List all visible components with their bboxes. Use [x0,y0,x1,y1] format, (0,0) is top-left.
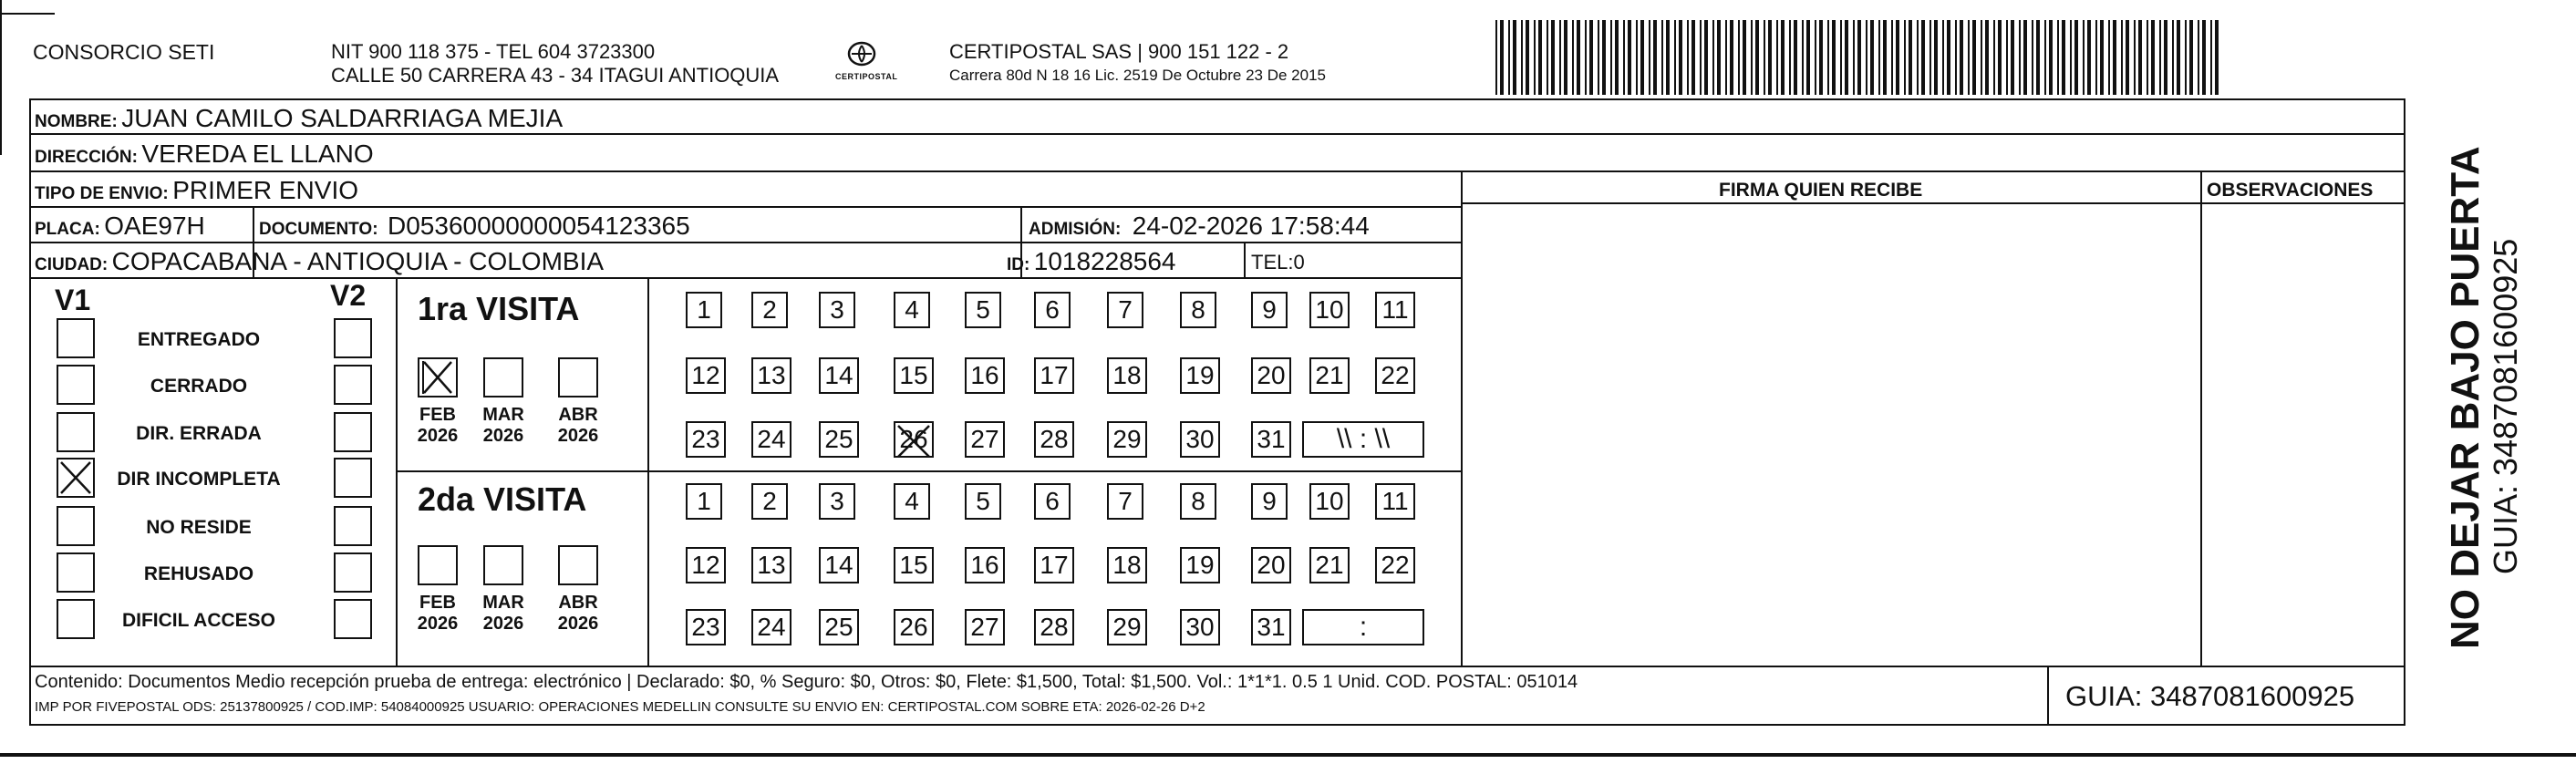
barcode-bar [2164,20,2167,95]
barcode-bar [2049,20,2053,95]
barcode-bar [1972,20,1976,95]
barcode-bar [1857,20,1861,95]
day-box[interactable]: 28 [1034,421,1074,458]
day-box[interactable]: 20 [1251,547,1291,583]
admision-field [1029,213,1370,239]
barcode-bar [1598,20,1599,95]
barcode-bar [1968,20,1970,95]
footer-contents: Contenido: Documentos Medio recepción prueba de entrega: electrónico | Declarado: $0, % Seguro: $0, Otros: $0, Flete: $1,500, Total: $1,500. Vol.: 1*1*1. 0.5 1 Unid. COD. POSTAL: 051014 [35,672,1578,692]
barcode-bar [2202,20,2206,95]
day-box[interactable]: 22 [1375,357,1415,394]
admision-label: ADMISIÓN: [1029,220,1122,239]
month-name: MAR [482,405,524,425]
row-line [29,170,2405,172]
day-box[interactable]: 18 [1107,357,1147,394]
day-box[interactable]: 29 [1107,609,1147,645]
day-box[interactable]: 19 [1180,547,1220,583]
company-name: CONSORCIO SETI [33,40,215,64]
col-line [1244,242,1246,277]
col-line [1461,170,1463,666]
tipo-value: PRIMER ENVIO [172,176,359,204]
month-checkbox-abr[interactable] [558,357,598,397]
tipo-field [35,178,358,203]
v1-label: V1 [55,284,91,316]
barcode-bar [2032,20,2033,95]
barcode-bar [1832,20,1836,95]
barcode-bar [1802,20,1804,95]
barcode-bar [2011,20,2014,95]
barcode-bar [1998,20,2002,95]
barcode-bar [1725,20,1727,95]
month-year: 2026 [557,614,599,634]
direccion-value: VEREDA EL LLANO [141,139,374,168]
barcode-bar [1866,20,1867,95]
day-box[interactable]: 24 [751,609,791,645]
tel-label: TEL: [1251,251,1294,274]
barcode-bar [1653,20,1657,95]
second-visit-title: 2da VISITA [418,480,587,518]
barcode-bar [1955,20,1957,95]
barcode-bar [2215,20,2219,95]
barcode-bar [2074,20,2078,95]
barcode-bar [1712,20,1714,95]
barcode-bar [2185,20,2187,95]
barcode-bar [1853,20,1855,95]
admision-value: 24-02-2026 17:58:44 [1132,212,1370,240]
carrier-line-2: Carrera 80d N 18 16 Lic. 2519 De Octubre 23 De 2015 [949,67,1326,84]
day-box[interactable]: 19 [1180,357,1220,394]
barcode-bar [1623,20,1625,95]
barcode-bar [1870,20,1874,95]
direccion-label: DIRECCIÓN: [35,148,138,167]
barcode [1495,20,2225,95]
barcode-bar [1909,20,1912,95]
barcode-bar [1743,20,1746,95]
col-line [2200,170,2202,666]
firma-header: FIRMA QUIEN RECIBE [1719,180,1923,201]
barcode-bar [1679,20,1682,95]
barcode-bar [2070,20,2072,95]
day-box[interactable]: 4 [894,483,930,520]
day-box[interactable]: 5 [965,483,1001,520]
day-box[interactable]: 13 [751,357,791,394]
barcode-bar [2095,20,2097,95]
month-name: FEB [419,593,456,613]
barcode-bar [1661,20,1663,95]
month-name: ABR [558,593,598,613]
barcode-bar [1610,20,1612,95]
day-box[interactable]: 17 [1034,547,1074,583]
month-name: FEB [419,405,456,425]
barcode-bar [1755,20,1759,95]
barcode-bar [1781,20,1785,95]
col-line [2047,666,2049,726]
id-value: 1018228564 [1033,247,1176,275]
day-box[interactable]: 20 [1251,357,1291,394]
barcode-bar [1789,20,1791,95]
day-box[interactable]: 4 [894,292,930,328]
day-box[interactable]: 26 [894,421,934,458]
first-visit-title: 1ra VISITA [418,290,580,327]
barcode-bar [1674,20,1676,95]
barcode-bar [1577,20,1580,95]
barcode-bar [1500,20,1504,95]
barcode-bar [1717,20,1721,95]
footer-print-info: IMP POR FIVEPOSTAL ODS: 25137800925 / COD.IMP: 54084000925 USUARIO: OPERACIONES MEDELLIN CONSULTE SU ENVIO EN: CERTIPOSTAL.COM SOBRE ETA: 2026-02-26 D+2 [35,699,1205,715]
day-box[interactable]: 14 [819,357,859,394]
corner-mark-vertical [0,0,2,155]
barcode-bar [2019,20,2021,95]
tipo-label: TIPO DE ENVIO: [35,184,169,203]
barcode-bar [2062,20,2065,95]
row-line [396,470,1461,472]
barcode-bar [2147,20,2148,95]
barcode-bar [2121,20,2123,95]
barcode-bar [1917,20,1919,95]
barcode-bar [1947,20,1950,95]
barcode-bar [1730,20,1733,95]
barcode-bar [1845,20,1848,95]
row-line [1463,202,2405,204]
barcode-bar [1602,20,1606,95]
month-label [411,593,464,635]
day-box[interactable]: 7 [1107,483,1143,520]
day-box[interactable]: 13 [751,547,791,583]
day-box[interactable]: 31 [1251,609,1291,645]
nombre-field [35,106,563,131]
observaciones-header: OBSERVACIONES [2207,180,2374,201]
day-box[interactable]: 14 [819,547,859,583]
barcode-bar [1921,20,1925,95]
day-box[interactable]: 18 [1107,547,1147,583]
barcode-bar [1815,20,1816,95]
barcode-bar [1891,20,1893,95]
ciudad-value: COPACABANA - ANTIOQUIA - COLOMBIA [111,247,605,275]
barcode-bar [2113,20,2116,95]
second-visit-time: : [1359,612,1368,642]
day-box[interactable]: 9 [1251,292,1288,328]
nit-line-2: CALLE 50 CARRERA 43 - 34 ITAGUI ANTIOQUIA [331,64,780,87]
nit-line-1: NIT 900 118 375 - TEL 604 3723300 [331,40,656,63]
barcode-bar [2177,20,2180,95]
barcode-bar [1495,20,1497,95]
certipostal-logo [832,38,898,86]
day-box[interactable]: 25 [819,609,859,645]
ciudad-field [35,249,604,274]
barcode-bar [1896,20,1899,95]
day-box[interactable]: 10 [1309,292,1350,328]
corner-mark [0,13,55,15]
day-box[interactable]: 28 [1034,609,1074,645]
day-box[interactable]: 5 [965,292,1001,328]
barcode-bar [2138,20,2142,95]
day-box[interactable]: 6 [1034,292,1071,328]
barcode-bar [2151,20,2155,95]
month-label [552,405,605,447]
month-checkbox-mar[interactable] [483,545,523,585]
documento-field [259,213,690,239]
month-checkbox-abr[interactable] [558,545,598,585]
month-year: 2026 [417,426,459,446]
day-box[interactable]: 1 [686,483,722,520]
barcode-bar [1564,20,1567,95]
month-checkbox-feb[interactable] [418,545,458,585]
month-checkbox-feb[interactable] [418,357,458,397]
check-mark-icon [895,423,932,459]
side-guia: GUIA: 3487081600925 [2487,238,2524,574]
day-box[interactable]: 2 [751,292,788,328]
barcode-bar [1526,20,1529,95]
barcode-bar [1764,20,1765,95]
month-name: ABR [558,405,598,425]
barcode-bar [1513,20,1516,95]
barcode-bar [1751,20,1753,95]
check-mark-icon [419,359,456,396]
barcode-bar [1547,20,1548,95]
barcode-bar [1993,20,1995,95]
barcode-bar [1981,20,1982,95]
logo-text: CERTIPOSTAL [835,72,898,81]
month-year: 2026 [557,426,599,446]
day-box[interactable]: 1 [686,292,722,328]
first-visit-time: \\ : \\ [1336,424,1391,454]
day-box[interactable]: 25 [819,421,859,458]
day-box[interactable]: 27 [965,421,1005,458]
barcode-bar [1589,20,1593,95]
day-box[interactable]: 21 [1309,357,1350,394]
barcode-bar [1738,20,1740,95]
day-box[interactable]: 3 [819,483,855,520]
month-label [477,405,530,447]
barcode-bar [2087,20,2091,95]
month-label [552,593,605,635]
id-field [1007,249,1176,274]
barcode-bar [2126,20,2129,95]
barcode-bar [1572,20,1574,95]
barcode-bar [2036,20,2040,95]
row-line [29,277,1463,279]
barcode-bar [1585,20,1587,95]
barcode-bar [2159,20,2161,95]
reason-label: ENTREGADO [137,329,261,350]
day-box[interactable]: 24 [751,421,791,458]
placa-value: OAE97H [104,212,205,240]
barcode-bar [2189,20,2193,95]
day-box[interactable]: 3 [819,292,855,328]
barcode-bar [1985,20,1989,95]
day-box[interactable]: 22 [1375,547,1415,583]
barcode-bar [1508,20,1510,95]
direccion-field [35,141,374,167]
day-box[interactable]: 16 [965,357,1005,394]
row-line [29,133,2405,135]
day-box[interactable]: 31 [1251,421,1291,458]
barcode-bar [1934,20,1938,95]
barcode-bar [1806,20,1810,95]
reason-label: NO RESIDE [146,517,252,538]
barcode-bar [1628,20,1631,95]
row-line [29,666,2405,667]
month-label [411,405,464,447]
reason-label: CERRADO [150,376,248,397]
reason-label: REHUSADO [143,563,254,584]
page-bottom-line [0,753,2576,757]
nombre-label: NOMBRE: [35,112,118,131]
barcode-bar [1704,20,1708,95]
day-box[interactable]: 2 [751,483,788,520]
ciudad-label: CIUDAD: [35,255,109,274]
day-box[interactable]: 7 [1107,292,1143,328]
day-box[interactable]: 23 [686,609,726,645]
day-box[interactable]: 30 [1180,421,1220,458]
col-line [253,206,254,242]
barcode-bar [1878,20,1880,95]
first-visit-time-box[interactable] [1302,421,1424,458]
placa-field [35,213,205,239]
barcode-bar [1521,20,1523,95]
day-box[interactable]: 12 [686,547,726,583]
barcode-bar [1904,20,1906,95]
v2-label: V2 [330,279,367,312]
day-box[interactable]: 8 [1180,292,1216,328]
day-box[interactable]: 9 [1251,483,1288,520]
barcode-bar [1691,20,1695,95]
barcode-bar [1636,20,1638,95]
day-box[interactable]: 30 [1180,609,1220,645]
day-box[interactable]: 15 [894,547,934,583]
day-box[interactable]: 16 [965,547,1005,583]
barcode-bar [1559,20,1561,95]
barcode-bar [1776,20,1778,95]
month-year: 2026 [482,614,524,634]
barcode-bar [2134,20,2136,95]
month-year: 2026 [482,426,524,446]
reason-label: DIR INCOMPLETA [117,469,281,490]
reason-label: DIR. ERRADA [136,423,262,444]
day-box[interactable]: 11 [1375,292,1415,328]
barcode-bar [1768,20,1772,95]
reason-label: DIFICIL ACCESO [121,610,275,631]
day-box[interactable]: 10 [1309,483,1350,520]
month-label [477,593,530,635]
day-box[interactable]: 8 [1180,483,1216,520]
barcode-bar [1640,20,1644,95]
barcode-bar [1538,20,1542,95]
day-box[interactable]: 11 [1375,483,1415,520]
barcode-bar [2172,20,2174,95]
no-dejar-bajo-puerta: NO DEJAR BAJO PUERTA [2443,146,2488,649]
documento-label: DOCUMENTO: [259,220,378,239]
barcode-bar [2044,20,2046,95]
day-box[interactable]: 15 [894,357,934,394]
barcode-bar [1929,20,1931,95]
placa-label: PLACA: [35,220,100,239]
day-box[interactable]: 29 [1107,421,1147,458]
barcode-bar [2057,20,2059,95]
month-year: 2026 [417,614,459,634]
footer-guia: GUIA: 3487081600925 [2065,680,2355,712]
second-visit-time-box[interactable] [1302,609,1424,645]
barcode-bar [1649,20,1650,95]
barcode-bar [2198,20,2199,95]
barcode-bar [1883,20,1887,95]
nombre-value: JUAN CAMILO SALDARRIAGA MEJIA [121,104,564,132]
day-box[interactable]: 17 [1034,357,1074,394]
barcode-bar [1666,20,1670,95]
barcode-bar [1840,20,1842,95]
barcode-bar [2023,20,2027,95]
barcode-bar [1700,20,1702,95]
barcode-bar [2083,20,2085,95]
barcode-bar [2006,20,2008,95]
carrier-line-1: CERTIPOSTAL SAS | 900 151 122 - 2 [949,40,1289,63]
day-box[interactable]: 26 [894,609,934,645]
barcode-bar [1551,20,1555,95]
day-box[interactable]: 27 [965,609,1005,645]
id-label: ID: [1007,255,1030,274]
barcode-bar [1960,20,1963,95]
day-box[interactable]: 6 [1034,483,1071,520]
day-box[interactable]: 21 [1309,547,1350,583]
tel-field [1251,253,1305,273]
barcode-bar [1534,20,1536,95]
tel-value: 0 [1293,251,1305,274]
barcode-bar [1942,20,1944,95]
barcode-bar [1687,20,1689,95]
month-name: MAR [482,593,524,613]
row-line [29,242,1463,243]
barcode-bar [2100,20,2104,95]
day-box[interactable]: 12 [686,357,726,394]
row-line [29,206,1463,208]
barcode-bar [1827,20,1829,95]
barcode-bar [1819,20,1823,95]
day-box[interactable]: 23 [686,421,726,458]
barcode-bar [1615,20,1619,95]
barcode-bar [2210,20,2212,95]
barcode-bar [1794,20,1797,95]
barcode-bar [2108,20,2110,95]
documento-value: D05360000000054123365 [388,212,690,240]
month-checkbox-mar[interactable] [483,357,523,397]
